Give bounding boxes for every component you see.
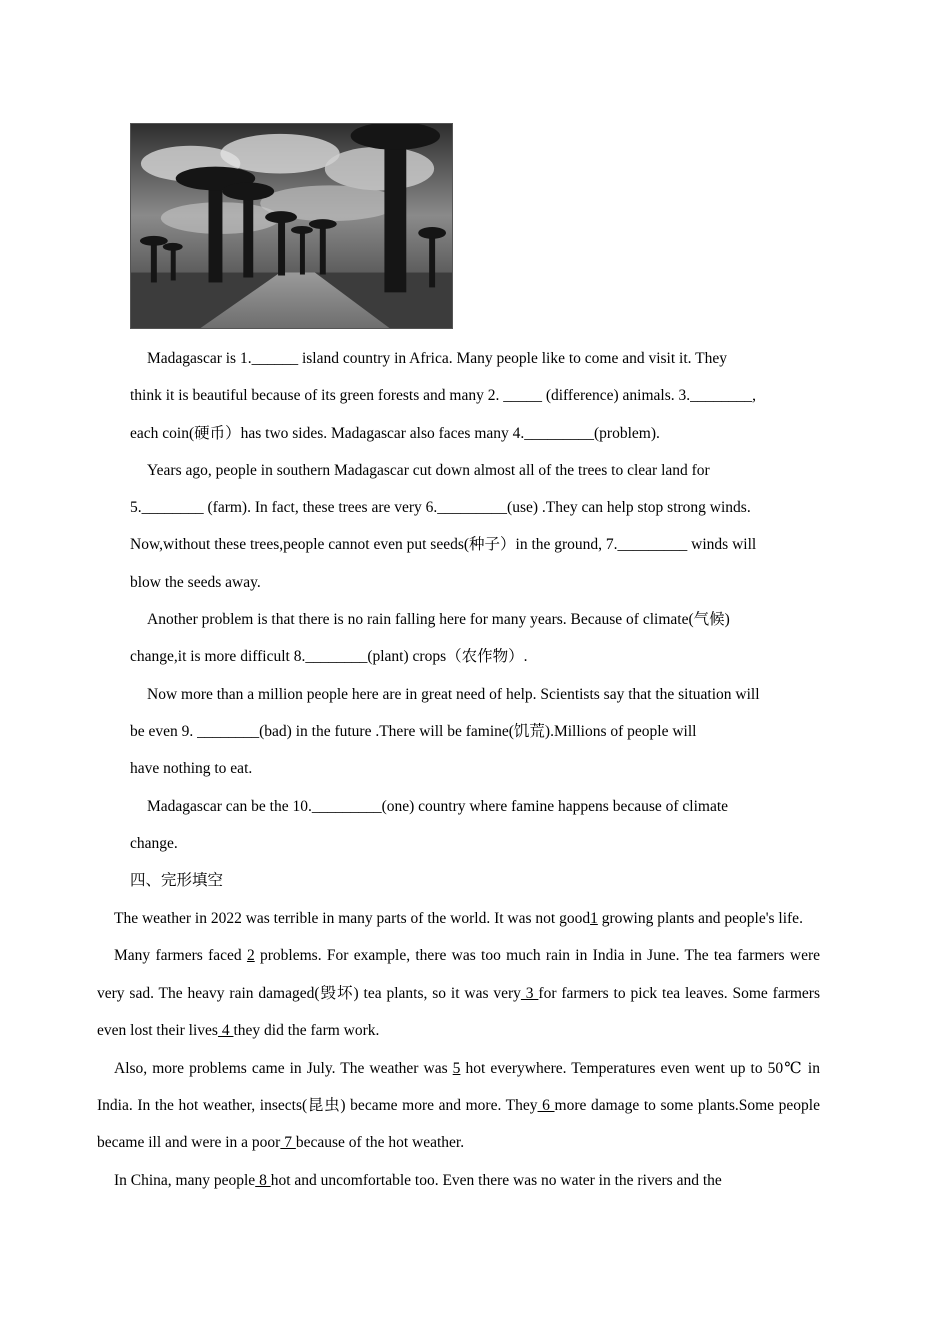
blank-8: 8 <box>255 1171 271 1189</box>
baobab-photo <box>130 123 453 329</box>
text: because of the hot weather. <box>295 1134 465 1152</box>
passage-line: blow the seeds away. <box>130 573 261 591</box>
paragraph-4 <box>97 1162 820 1199</box>
passage-line: Another problem is that there is no rain falling here for many years. Because of climate(气候) <box>147 611 730 629</box>
passage-line: have nothing to eat. <box>130 760 253 778</box>
passage-line: 5.________ (farm). In fact, these trees are very 6._________(use) .They can help stop strong winds. <box>130 499 751 517</box>
text: The weather in 2022 was terrible in many parts of the world. It was not good <box>114 910 591 927</box>
text: Also, more problems came in July. The weather was <box>114 1059 453 1077</box>
text: hot everywhere. Temperatures even went up to 50℃ in India. In the hot weather, insects(昆虫) became more and more. They <box>97 1059 820 1115</box>
text: growing plants and people's life. <box>597 910 803 927</box>
passage-line: Now,without these trees,people cannot even put seeds(种子）in the ground, 7._________ winds will <box>130 536 757 554</box>
section-heading: 四、完形填空 <box>130 872 224 889</box>
text: problems. For example, there was too much rain in India in June. The tea farmers were very sad. The heavy rain damaged(毁坏) tea plants, so it was very <box>97 947 820 1002</box>
text: for farmers to pick tea leaves. Some farmers even lost their lives <box>97 984 820 1040</box>
blank-6: 6 <box>537 1097 555 1115</box>
blank-7: 7 <box>280 1134 296 1152</box>
text: In China, many people <box>114 1171 256 1189</box>
passage-line: be even 9. ________(bad) in the future .There will be famine(饥荒).Millions of people will <box>130 722 697 740</box>
passage-line: change. <box>130 834 178 852</box>
text: more damage to some plants.Some people became ill and were in a poor <box>97 1097 820 1152</box>
passage-weather <box>97 900 820 1199</box>
baobab-trees-photo-icon <box>131 124 452 328</box>
passage-madagascar <box>130 340 830 862</box>
passage-line: Years ago, people in southern Madagascar cut down almost all of the trees to clear land for <box>147 461 710 479</box>
blank-1: 1 <box>590 910 598 927</box>
paragraph-1 <box>97 900 820 937</box>
blank-2: 2 <box>246 947 255 965</box>
text: Many farmers faced <box>114 947 247 965</box>
blank-4: 4 <box>217 1022 234 1040</box>
passage-line: Madagascar is 1.______ island country in Africa. Many people like to come and visit it. They <box>147 350 727 367</box>
passage-line: change,it is more difficult 8.________(plant) crops（农作物）. <box>130 648 528 666</box>
passage-line: each coin(硬币）has two sides. Madagascar also faces many 4._________(problem). <box>130 424 660 442</box>
passage-line: Madagascar can be the 10._________(one) country where famine happens because of climate <box>147 797 729 815</box>
passage-line: Now more than a million people here are in great need of help. Scientists say that the situation will <box>147 685 760 703</box>
passage-line: think it is beautiful because of its green forests and many 2. _____ (difference) animals. 3.________, <box>130 387 757 405</box>
paragraph-3 <box>97 1050 820 1162</box>
text: they did the farm work. <box>233 1022 380 1040</box>
paragraph-2 <box>97 937 820 1049</box>
blank-5: 5 <box>452 1059 461 1077</box>
text: hot and uncomfortable too. Even there was no water in the rivers and the <box>270 1171 722 1189</box>
blank-3: 3 <box>520 984 539 1002</box>
